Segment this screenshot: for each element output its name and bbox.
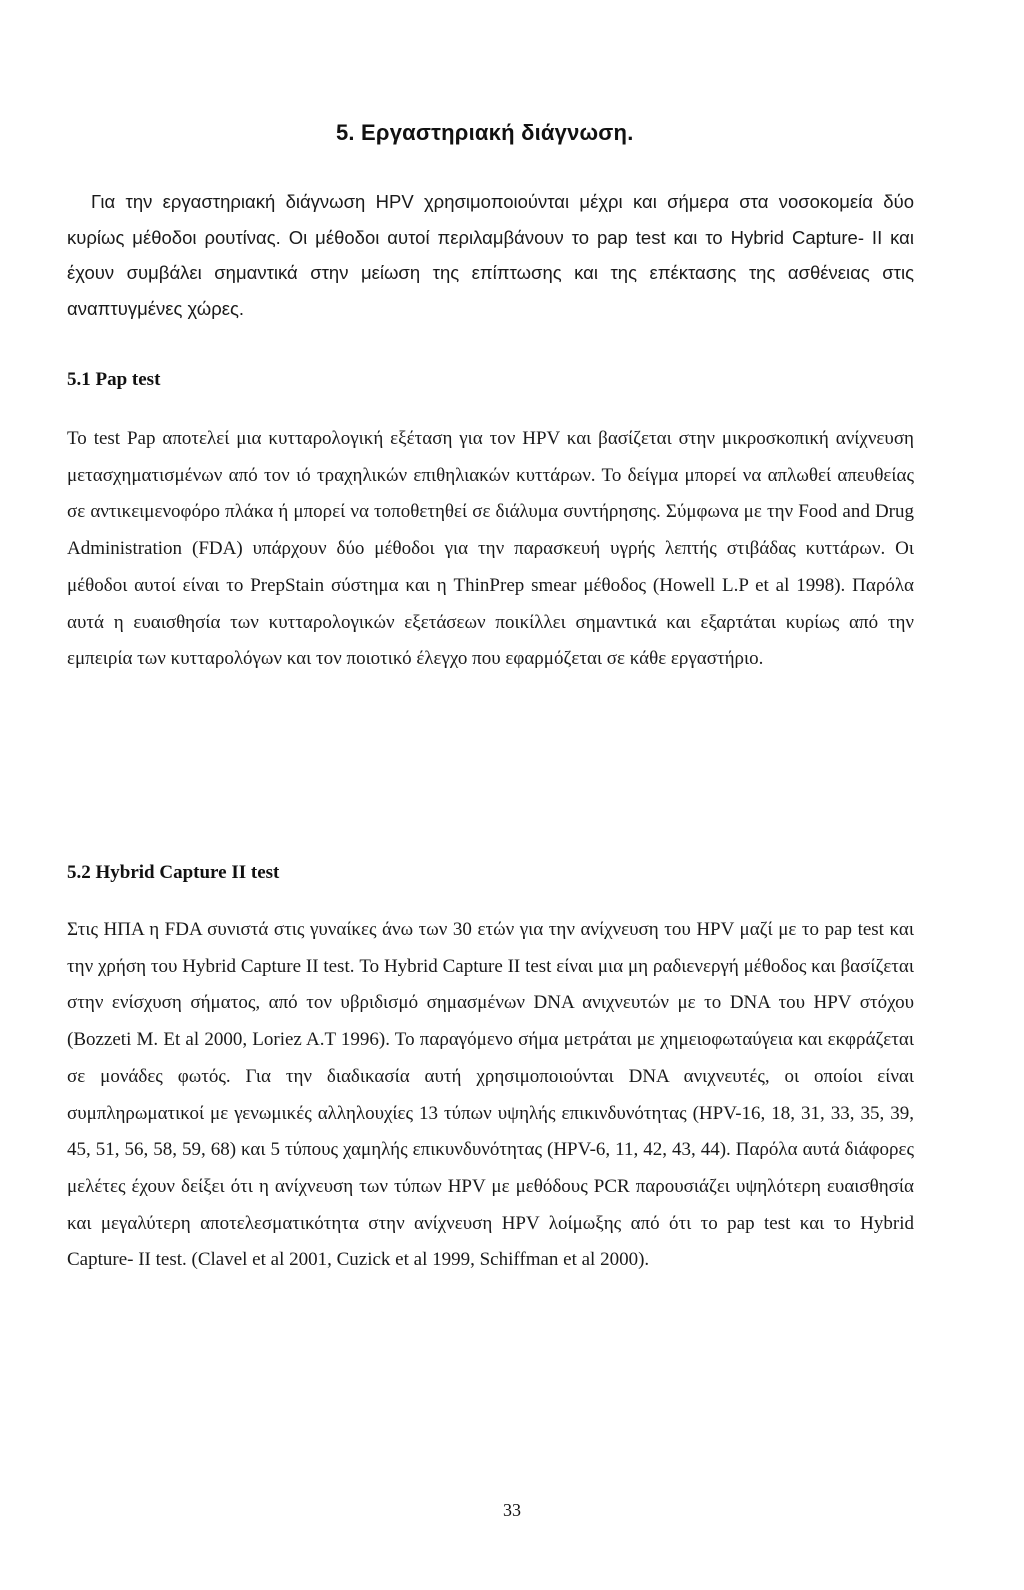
pap-test-paragraph: Το test Pap αποτελεί μια κυτταρολογική εξέταση για τον HPV και βασίζεται στην μικροσκοπική ανίχνευση μετασχηματισμένων από τον ιό τραχηλικών επιθηλιακών κυττάρων. Το δείγμα μπορεί να απλωθεί απευθείας σε αντικειμενοφόρο πλάκα ή μπορεί να τοποθετηθεί σε διάλυμα συντήρησης. Σύμφωνα με την Food and Drug Administration (FDA) υπάρχουν δύο μέθοδοι για την παρασκευή υγρής λεπτής στιβάδας κυττάρων. Οι μέθοδοι αυτοί είναι το PrepStain σύστημα και η ThinPrep smear μέθοδος (Howell L.P et al 1998). Παρόλα αυτά η ευαισθησία των κυτταρολογικών εξετάσεων ποικίλλει σημαντικά και εξαρτάται κυρίως από την εμπειρία των κυτταρολόγων και τον ποιοτικό έλεγχο που εφαρμόζεται σε κάθε εργαστήριο. — [67, 428, 914, 670]
subsection-heading-pap-test: 5.1 Pap test — [67, 369, 161, 390]
hybrid-capture-paragraph: Στις ΗΠΑ η FDA συνιστά στις γυναίκες άνω των 30 ετών για την ανίχνευση του HPV μαζί με το pap test και την χρήση του Hybrid Capture II test. Το Hybrid Capture II test είναι μια μη ραδιενεργή μέθοδος και βασίζεται στην ενίσχυση σήματος, από τον υβριδισμό σημασμένων DNA ανιχνευτών με το DNA του HPV στόχου (Bozzeti M. Et al 2000, Loriez A.T 1996). Το παραγόμενο σήμα μετράται με χημειοφωταύγεια και εκφράζεται σε μονάδες φωτός. Για την διαδικασία αυτή χρησιμοποιούνται DNA ανιχνευτές, οι οποίοι είναι συμπληρωματικοί με γενωμικές αλληλουχίες 13 τύπων υψηλής επικινδυνότητας (HPV-16, 18, 31, 33, 35, 39, 45, 51, 56, 58, 59, 68) και 5 τύπους χαμηλής επικυνδυνότητας (HPV-6, 11, 42, 43, 44). Παρόλα αυτά διάφορες μελέτες έχουν δείξει ότι η ανίχνευση των τύπων HPV με μεθόδους PCR παρουσιάζει υψηλότερη ευαισθησία και μεγαλύτερη αποτελεσματικότητα στην ανίχνευση HPV λοίμωξης από ότι το pap test και το Hybrid Capture- II test. (Clavel et al 2001, Cuzick et al 1999, Schiffman et al 2000). — [67, 919, 914, 1271]
intro-paragraph: Για την εργαστηριακή διάγνωση HPV χρησιμοποιούνται μέχρι και σήμερα στα νοσοκομεία δύο κυρίως μέθοδοι ρουτίνας. Οι μέθοδοι αυτοί περιλαμβάνουν το pap test και το Hybrid Capture- II και έχουν συμβάλει σημαντικά στην μείωση της επίπτωσης και της επέκτασης της ασθένειας στις αναπτυγμένες χώρες. — [67, 191, 914, 319]
subsection-heading-hybrid-capture: 5.2 Hybrid Capture II test — [67, 862, 280, 883]
section-title: 5. Εργαστηριακή διάγνωση. — [336, 120, 634, 145]
page-number: 33 — [503, 1500, 521, 1520]
